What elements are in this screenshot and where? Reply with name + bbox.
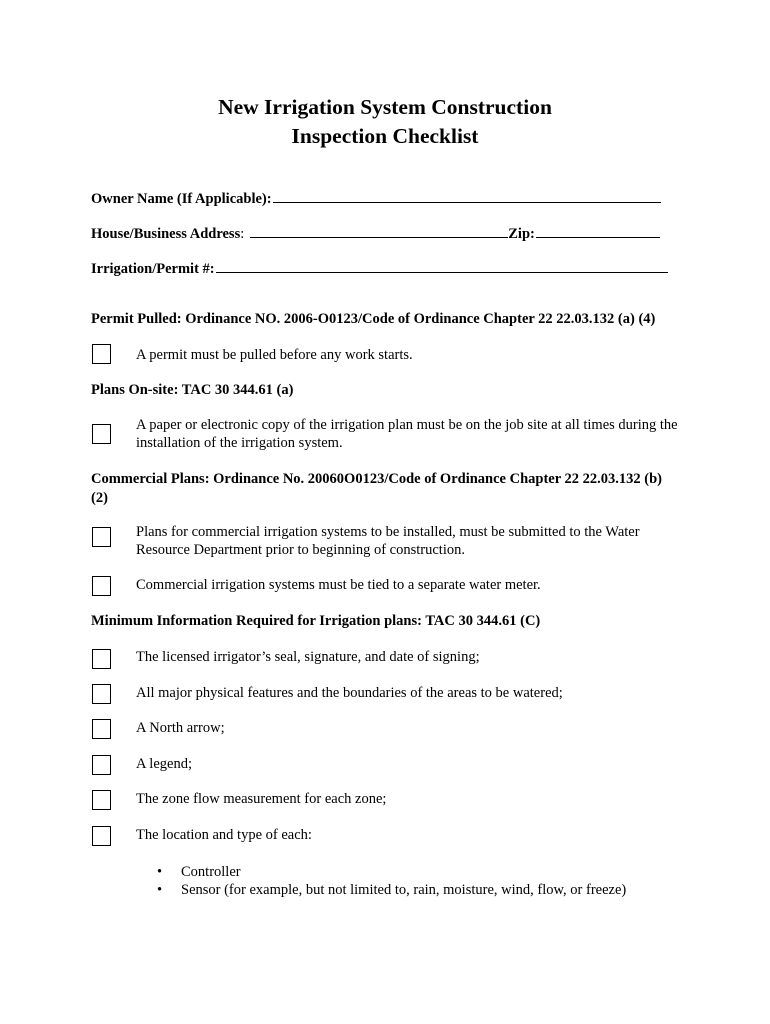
bullet-item-sensor <box>157 881 626 899</box>
permit-checkbox[interactable] <box>92 344 111 364</box>
owner-name-label: Owner Name (If Applicable): <box>91 191 272 207</box>
commercial-checkbox-1[interactable] <box>92 527 111 547</box>
address-colon: : <box>240 226 245 242</box>
commercial-checkbox-2[interactable] <box>92 576 111 596</box>
owner-name-line[interactable] <box>273 190 661 203</box>
commercial-item-1-text: Plans for commercial irrigation systems to be installed, must be submitted to the Water Resource Department prior to beginning of construction. <box>136 524 640 558</box>
title-line-2: Inspection Checklist <box>291 124 479 148</box>
minimum-checkbox-3[interactable] <box>92 719 111 739</box>
minimum-item-1-text: The licensed irrigator’s seal, signature, and date of signing; <box>136 649 480 665</box>
permit-number-field[interactable] <box>91 260 668 278</box>
permit-number-line[interactable] <box>216 260 668 273</box>
plans-heading: Plans On-site: TAC 30 344.61 (a) <box>91 382 294 398</box>
owner-name-field[interactable] <box>91 190 661 208</box>
minimum-item-2-text: All major physical features and the boundaries of the areas to be watered; <box>136 685 563 701</box>
minimum-checkbox-6[interactable] <box>92 826 111 846</box>
address-field[interactable] <box>91 225 660 243</box>
minimum-checkbox-2[interactable] <box>92 684 111 704</box>
bullet-glyph: • <box>157 864 163 880</box>
minimum-heading: Minimum Information Required for Irrigation plans: TAC 30 344.61 (C) <box>91 613 541 629</box>
bullet-text: Controller <box>181 864 241 880</box>
title-line-1: New Irrigation System Construction <box>218 95 552 119</box>
bullet-item-controller <box>157 863 241 881</box>
commercial-item-2-text: Commercial irrigation systems must be tied to a separate water meter. <box>136 577 541 593</box>
minimum-checkbox-4[interactable] <box>92 755 111 775</box>
plans-checkbox[interactable] <box>92 424 111 444</box>
bullet-glyph: • <box>157 882 163 898</box>
commercial-heading: Commercial Plans: Ordinance No. 20060O0123/Code of Ordinance Chapter 22 22.03.132 (b) (2) <box>91 471 662 506</box>
minimum-item-5-text: The zone flow measurement for each zone; <box>136 791 387 807</box>
minimum-item-6-text: The location and type of each: <box>136 827 312 843</box>
address-line[interactable] <box>250 225 508 238</box>
minimum-checkbox-1[interactable] <box>92 649 111 669</box>
permit-number-label: Irrigation/Permit #: <box>91 261 215 277</box>
minimum-item-3-text: A North arrow; <box>136 720 225 736</box>
permit-item-text: A permit must be pulled before any work starts. <box>136 347 413 363</box>
zip-line[interactable] <box>536 225 660 238</box>
document-title <box>0 93 770 151</box>
minimum-checkbox-5[interactable] <box>92 790 111 810</box>
permit-heading: Permit Pulled: Ordinance NO. 2006-O0123/Code of Ordinance Chapter 22 22.03.132 (a) (4) <box>91 311 656 327</box>
zip-label: Zip: <box>508 226 535 242</box>
address-label: House/Business Address <box>91 226 241 242</box>
minimum-item-4-text: A legend; <box>136 756 192 772</box>
plans-item-text: A paper or electronic copy of the irrigation plan must be on the job site at all times during the installation of the irrigation system. <box>136 417 678 451</box>
bullet-text: Sensor (for example, but not limited to, rain, moisture, wind, flow, or freeze) <box>181 882 627 898</box>
